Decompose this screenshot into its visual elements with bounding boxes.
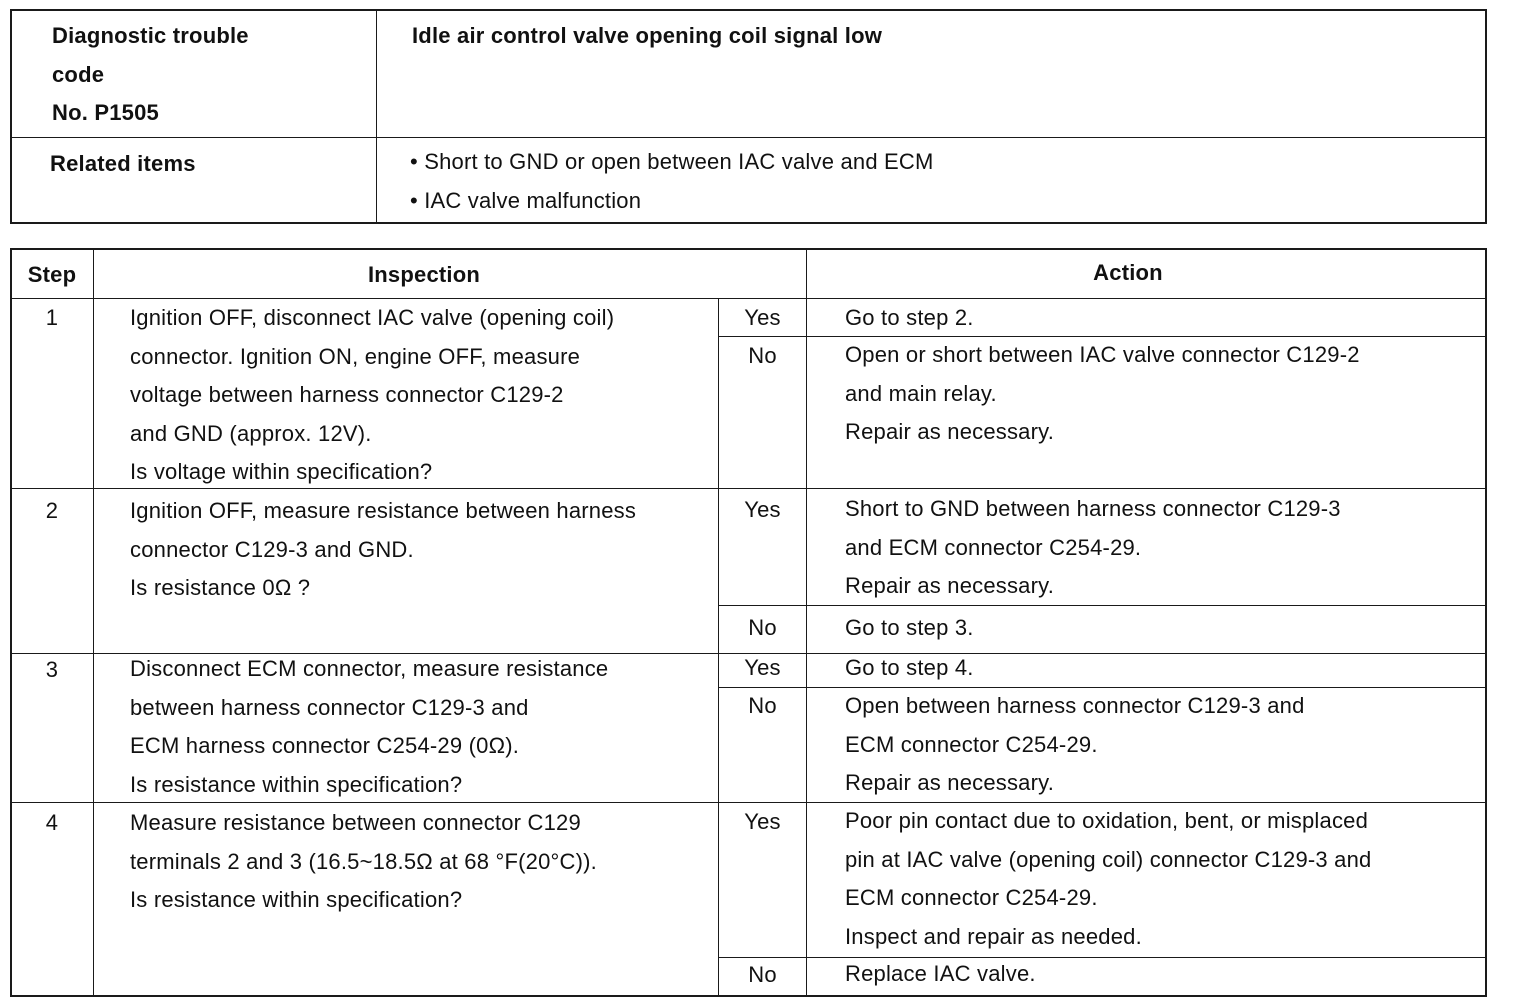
action-text: Poor pin contact due to oxidation, bent, or misplaced pin at IAC valve (opening coil) connector C129-3 and ECM connector C254-29. Inspect and repair as needed.: [845, 808, 1372, 949]
related-item: • Short to GND or open between IAC valve and ECM: [410, 149, 934, 174]
answer-no: No: [748, 615, 777, 640]
result-divider: [719, 957, 1486, 958]
inspection-text: Ignition OFF, measure resistance between harness connector C129-3 and GND. Is resistance 0Ω ?: [130, 498, 637, 600]
answer-yes: Yes: [744, 305, 781, 330]
action-text: Replace IAC valve.: [845, 961, 1036, 986]
step-number: 3: [45, 657, 59, 682]
header-column-divider: [376, 10, 377, 223]
inspection-column-header: Inspection: [367, 262, 480, 287]
action-text: Open or short between IAC valve connector C129-2 and main relay. Repair as necessary.: [845, 342, 1360, 444]
action-column-divider: [806, 249, 807, 996]
action-text: Open between harness connector C129-3 and ECM connector C254-29. Repair as necessary.: [845, 693, 1305, 795]
related-items-label: Related items: [50, 151, 196, 176]
answer-no: No: [748, 962, 777, 987]
step-column-divider: [93, 249, 94, 996]
answer-column-divider: [718, 299, 719, 996]
answer-yes: Yes: [744, 809, 781, 834]
header-row-divider: [11, 137, 1486, 138]
step-number: 2: [45, 498, 59, 523]
inspection-text: Disconnect ECM connector, measure resistance between harness connector C129-3 and ECM harness connector C254-29 (0Ω). Is resistance within specification?: [130, 656, 609, 797]
inspection-text: Measure resistance between connector C129 terminals 2 and 3 (16.5~18.5Ω at 68 °F(20°C)). Is resistance within specification?: [130, 810, 597, 912]
dtc-title: Idle air control valve opening coil signal low: [412, 23, 883, 48]
answer-no: No: [748, 343, 777, 368]
answer-yes: Yes: [744, 655, 781, 680]
inspection-text: Ignition OFF, disconnect IAC valve (opening coil) connector. Ignition ON, engine OFF, measure voltage between harness connector C129-2 and GND (approx. 12V). Is voltage within specification?: [130, 305, 615, 484]
step-number: 4: [45, 810, 59, 835]
action-text: Go to step 3.: [845, 615, 974, 640]
action-text: Go to step 2.: [845, 305, 974, 330]
dtc-code-label: Diagnostic trouble code No. P1505: [52, 23, 249, 125]
answer-yes: Yes: [744, 497, 781, 522]
action-text: Go to step 4.: [845, 655, 974, 680]
action-text: Short to GND between harness connector C129-3 and ECM connector C254-29. Repair as necessary.: [845, 496, 1341, 598]
action-column-header: Action: [1093, 260, 1163, 285]
step-column-header: Step: [27, 262, 77, 287]
answer-no: No: [748, 693, 777, 718]
related-item: • IAC valve malfunction: [410, 188, 642, 213]
step-number: 1: [45, 305, 59, 330]
